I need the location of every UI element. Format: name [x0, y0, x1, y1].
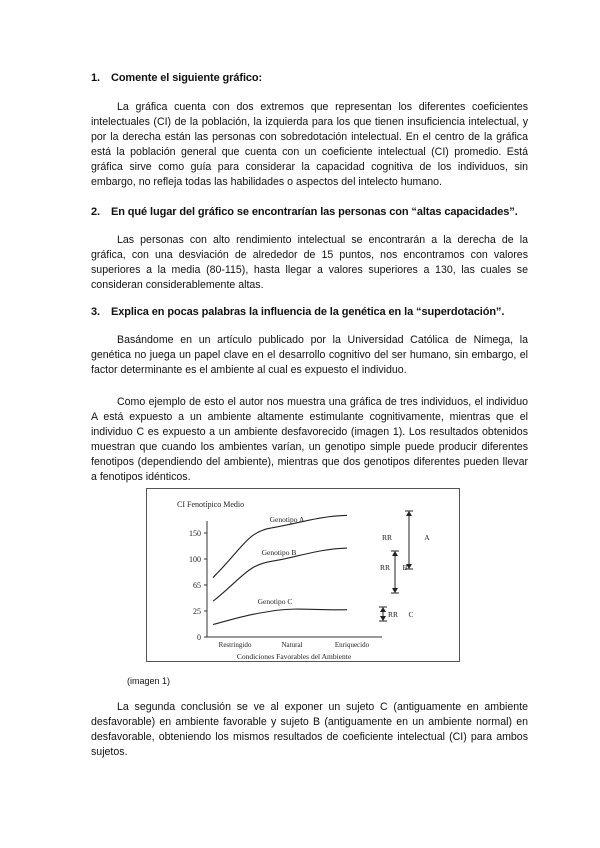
range-arrow-up: [392, 551, 398, 556]
question-text: Comente el siguiente gráfico:: [110, 72, 263, 84]
range-genotype: A: [424, 533, 430, 542]
y-tick-label: 65: [193, 581, 201, 590]
range-arrow-down: [392, 588, 398, 593]
question-number: 2.: [91, 206, 100, 218]
range-genotype: C: [408, 610, 414, 619]
x-tick-label: Enriquecido: [334, 641, 370, 649]
y-tick-label: 25: [193, 607, 201, 616]
series-line: [213, 609, 347, 624]
y-tick-label: 150: [189, 529, 201, 538]
question-3: [91, 306, 504, 318]
paragraph-4: Como ejemplo de esto el autor nos muestra una gráfica de tres individuos, el individuo A está expuesto a un ambiente altamente estimulante cognitivamente, mientras que el individuo C es expuesto a un ambiente desfavorecido (imagen 1). Los resultados obtenidos muestran que cuando los ambientes varían, un genotipo simple puede producir diferentes fenotipos (dependiendo del ambiente), mientras que dos genotipos diferentes pueden llevar a fenotipos idénticos.: [91, 396, 528, 483]
range-label: RR: [381, 533, 393, 542]
series-label: Genotipo C: [257, 597, 293, 606]
question-number: 3.: [91, 306, 100, 318]
paragraph-2: Las personas con alto rendimiento intelectual se encontrarán a la derecha de la gráfica, con una desviación de alrededor de 15 puntos, nos encontramos con valores superiores a la media (80-115), hasta llegar a valores superiores a 130, las cuales se consideran considerablemente altas.: [91, 234, 528, 291]
figure-caption: (imagen 1): [127, 676, 171, 686]
genotype-figure: [146, 488, 460, 662]
y-tick-label: 100: [189, 555, 201, 564]
range-genotype: B: [402, 563, 408, 572]
range-arrow-up: [406, 511, 412, 516]
x-axis-label: Condiciones Favorables del Ambiente: [236, 652, 352, 661]
paragraph-3: Basándome en un artículo publicado por la Universidad Católica de Nimega, la genética no juega un papel clave en el desarrollo cognitivo del ser humano, sin embargo, el factor determinante es el ambiente al cual es expuesto el individuo.: [91, 334, 528, 376]
series-line: [213, 515, 347, 577]
question-2: [91, 206, 518, 218]
x-tick-label: Restringido: [218, 641, 252, 649]
paragraph-5: La segunda conclusión se ve al exponer un sujeto C (antiguamente en ambiente desfavorable) en ambiente favorable y sujeto B (antiguamente en un ambiente normal) en desfavorable, obteniendo los mismos resultados de coeficiente intelectual (CI) para ambos sujetos.: [91, 701, 528, 758]
y-tick-label: 0: [197, 633, 201, 642]
range-label: RR: [387, 610, 399, 619]
genotype-chart: [147, 489, 459, 661]
range-label: RR: [379, 563, 391, 572]
y-axis-label: CI Fenotípico Medio: [177, 500, 245, 509]
range-arrow-up: [380, 607, 386, 612]
question-number: 1.: [91, 72, 100, 84]
series-label: Genotipo A: [269, 514, 305, 524]
range-arrow-down: [380, 616, 386, 621]
series-label: Genotipo B: [261, 548, 297, 558]
question-1: [91, 72, 262, 84]
question-text: Explica en pocas palabras la influencia de la genética en la “superdotación”.: [110, 306, 505, 318]
x-tick-label: Natural: [281, 641, 303, 649]
question-text: En qué lugar del gráfico se encontrarían las personas con “altas capacidades”.: [110, 206, 518, 218]
paragraph-1: La gráfica cuenta con dos extremos que representan los diferentes coeficientes intelectuales (CI) de la población, la izquierda para los que tienen insuficiencia intelectual, y por la derecha están las personas con sobredotación intelectual. En el centro de la gráfica está la población general que cuenta con un coeficiente intelectual (CI) promedio. Está gráfica sirve como guía para considerar la capacidad cognitiva de los individuos, sin embargo, no refleja todas las habilidades o aspectos del intelecto humano.: [91, 101, 528, 188]
